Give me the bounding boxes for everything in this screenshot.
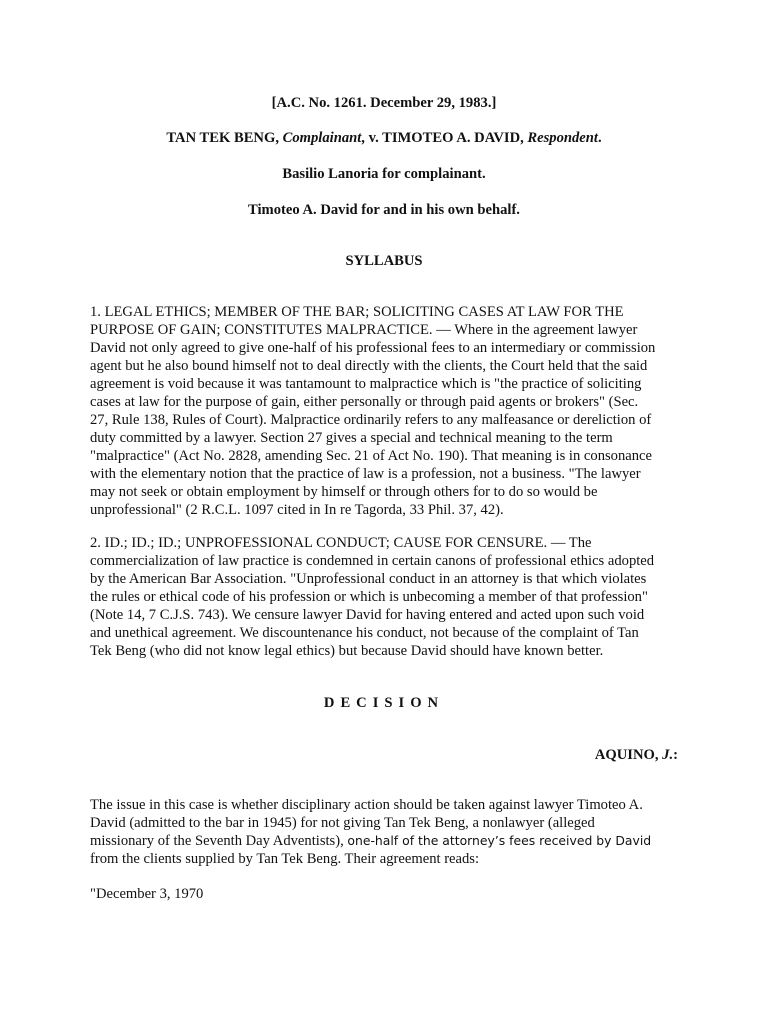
- syllabus-paragraph-1: [90, 303, 682, 519]
- syllabus-paragraph-2: [90, 534, 682, 660]
- paragraph-line: 2. ID.; ID.; ID.; UNPROFESSIONAL CONDUCT; CAUSE FOR CENSURE. — The: [90, 535, 592, 551]
- paragraph-line: unprofessional" (2 R.C.L. 1097 cited in In re Tagorda, 33 Phil. 37, 42).: [90, 502, 504, 518]
- paragraph-line: commercialization of law practice is condemned in certain canons of professional ethics adopted: [90, 553, 655, 569]
- versus-respondent-name: , v. TIMOTEO A. DAVID,: [361, 130, 528, 146]
- counsel-respondent: [0, 201, 768, 219]
- judge-name: AQUINO,: [594, 747, 663, 763]
- paragraph-line: David (admitted to the bar in 1945) for not giving Tan Tek Beng, a nonlawyer (alleged: [90, 815, 595, 831]
- paragraph-line-part: one-half of the attorney’s fees received by David: [347, 833, 652, 848]
- paragraph-line-part: missionary of the Seventh Day Adventists),: [90, 833, 348, 849]
- decision-title: DECISION: [323, 695, 445, 711]
- counsel-complainant-text: Basilio Lanoria for complainant.: [282, 166, 486, 182]
- paragraph-line: cases at law for the purpose of gain, either personally or through paid agents or brokers" (Sec.: [90, 394, 639, 410]
- paragraph-line: 27, Rule 138, Rules of Court). Malpractice ordinarily refers to any malfeasance or dereliction of: [90, 412, 652, 428]
- decision-body-paragraph: [90, 796, 682, 868]
- paragraph-line: by the American Bar Association. "Unprofessional conduct in an attorney is that which violates: [90, 571, 647, 587]
- agreement-date: "December 3, 1970: [90, 886, 204, 902]
- paragraph-line: agreement is void because it was tantamount to malpractice which is "the practice of soliciting: [90, 376, 642, 392]
- counsel-complainant: [0, 165, 768, 183]
- paragraph-line: [90, 832, 682, 850]
- paragraph-line: (Note 14, 7 C.J.S. 743). We censure lawyer David for having entered and acted upon such void: [90, 607, 645, 623]
- respondent-role: Respondent: [527, 130, 598, 146]
- decision-heading: [0, 694, 768, 712]
- paragraph-line: PURPOSE OF GAIN; CONSTITUTES MALPRACTICE. — Where in the agreement lawyer: [90, 322, 638, 338]
- paragraph-line: Tek Beng (who did not know legal ethics) but because David should have known better.: [90, 643, 604, 659]
- complainant-role: Complainant: [282, 130, 362, 146]
- paragraph-line: and unethical agreement. We discountenance his conduct, not because of the complaint of Tan: [90, 625, 639, 641]
- judge-colon: :: [673, 747, 678, 763]
- paragraph-line: "malpractice" (Act No. 2828, amending Sec. 21 of Act No. 190). That meaning is in consonance: [90, 448, 653, 464]
- paragraph-line: may not seek or obtain employment by himself or through others for to do so would be: [90, 484, 598, 500]
- paragraph-line: from the clients supplied by Tan Tek Beng. Their agreement reads:: [90, 851, 480, 867]
- paragraph-line: duty committed by a lawyer. Section 27 gives a special and technical meaning to the term: [90, 430, 613, 446]
- syllabus-heading: [0, 252, 768, 270]
- parties-period: .: [597, 130, 602, 146]
- paragraph-line: the rules or ethical code of his profession or which is unbecoming a member of that profession": [90, 589, 648, 605]
- paragraph-line: with the elementary notion that the practice of law is a profession, not a business. "The lawyer: [90, 466, 641, 482]
- paragraph-line: David not only agreed to give one-half of his professional fees to an intermediary or commission: [90, 340, 656, 356]
- judge-title: J.: [662, 747, 674, 763]
- paragraph-line: agent but he also bound himself not to deal directly with the clients, the Court held that the said: [90, 358, 648, 374]
- complainant-name: TAN TEK BENG,: [166, 130, 283, 146]
- paragraph-line: The issue in this case is whether disciplinary action should be taken against lawyer Timoteo A.: [90, 797, 643, 813]
- counsel-respondent-text: Timoteo A. David for and in his own behalf.: [248, 202, 520, 218]
- case-number: [0, 94, 768, 112]
- paragraph-line: 1. LEGAL ETHICS; MEMBER OF THE BAR; SOLICITING CASES AT LAW FOR THE: [90, 304, 624, 320]
- agreement-quote-start: [90, 885, 682, 903]
- ponente-line: [595, 746, 678, 764]
- case-parties: [0, 129, 768, 147]
- case-number-text: [A.C. No. 1261. December 29, 1983.]: [271, 95, 497, 111]
- syllabus-title: SYLLABUS: [345, 253, 423, 269]
